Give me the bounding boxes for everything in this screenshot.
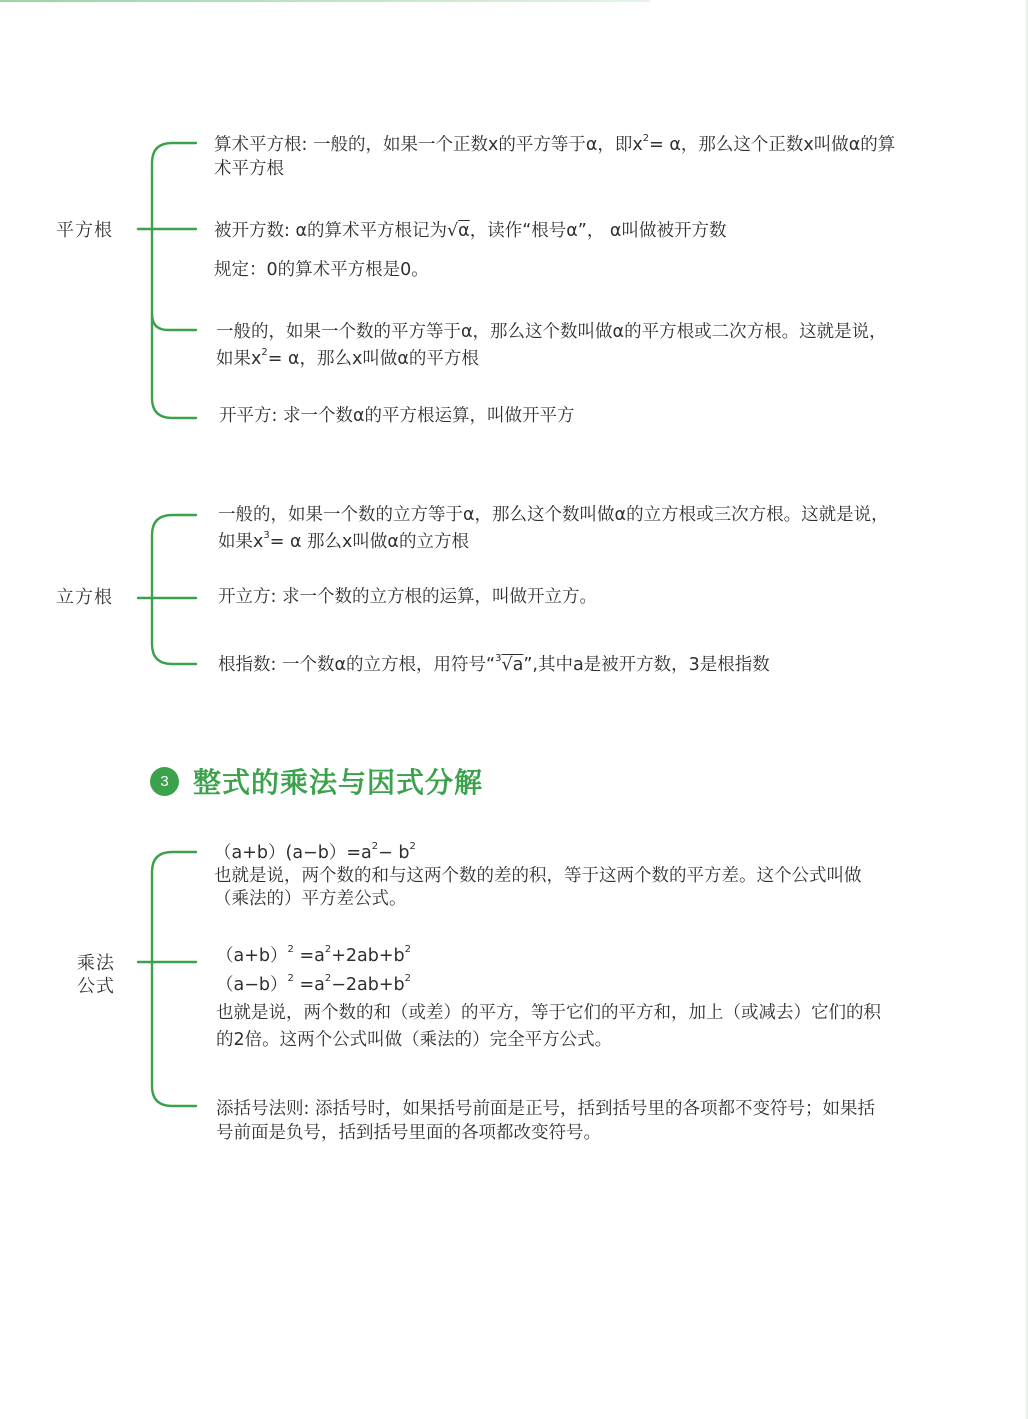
section-number-badge: 3: [150, 767, 179, 796]
difference-of-squares-desc-line1: 也就是说，两个数的和与这两个数的差的积，等于这两个数的平方差。这个公式叫做: [214, 866, 862, 886]
arithmetic-square-root-line1: 算术平方根: 一般的，如果一个正数x的平方等于α，即$x^2= \alpha$，那么这个正数x叫做α的算: [214, 133, 896, 155]
square-root-bracket: [152, 143, 196, 418]
perfect-square-desc-line2: 的2倍。这两个公式叫做（乘法的）完全平方公式。: [216, 1030, 613, 1050]
section-heading-title: 整式的乘法与因式分解: [193, 766, 484, 799]
bracket-rule-line2: 号前面是负号，括到括号里面的各项都改变符号。: [216, 1123, 601, 1143]
perfect-square-plus-formula: $(a+b)^2 =a^2+2ab+b^2$: [216, 944, 411, 966]
extracting-cube-root: 开立方: 求一个数的立方根的运算，叫做开立方。: [218, 587, 597, 607]
square-root-label: 平方根: [56, 220, 113, 241]
square-root-definition-line1: 一般的，如果一个数的平方等于α，那么这个数叫做α的平方根或二次方根。这就是说，: [216, 322, 887, 342]
extracting-square-root: 开平方: 求一个数α的平方根运算，叫做开平方: [219, 406, 575, 426]
bracket-rule-line1: 添括号法则: 添括号时，如果括号前面是正号，括到括号里的各项都不变符号；如果括: [216, 1099, 875, 1119]
perfect-square-minus-formula: $(a-b)^2 =a^2-2ab+b^2$: [216, 973, 411, 995]
square-root-definition-line2: 如果$x^2= \alpha$，那么x叫做α的平方根: [216, 347, 479, 369]
zero-rule: 规定：0的算术平方根是0。: [214, 260, 429, 280]
cube-root-definition-line2: 如果$x^3= \alpha$ 那么x叫做α的立方根: [218, 530, 469, 552]
cube-root-label: 立方根: [56, 587, 113, 608]
multiplication-bracket: [152, 852, 196, 1106]
root-index-definition: 根指数: 一个数α的立方根，用符号“$^3$√a”,其中a是被开方数，3是根指数: [218, 653, 770, 675]
difference-of-squares-formula: $(a+b)(a-b)=a^2- b^2$: [214, 841, 416, 863]
cube-root-bracket: [152, 515, 196, 664]
radicand-definition: 被开方数: α的算术平方根记为√α，读作“根号α”， α叫做被开方数: [214, 221, 727, 241]
perfect-square-desc-line1: 也就是说，两个数的和（或差）的平方，等于它们的平方和，加上（或减去）它们的积: [216, 1003, 881, 1023]
arithmetic-square-root-line2: 术平方根: [214, 159, 284, 179]
cube-root-definition-line1: 一般的，如果一个数的立方等于α，那么这个数叫做α的立方根或三次方根。这就是说，: [218, 505, 889, 525]
multiplication-label-line1: 乘法: [77, 953, 115, 974]
square-root-branch-4: [152, 314, 196, 330]
section-heading: [150, 762, 483, 800]
difference-of-squares-desc-line2: （乘法的）平方差公式。: [214, 889, 407, 909]
multiplication-label-line2: 公式: [77, 976, 115, 997]
